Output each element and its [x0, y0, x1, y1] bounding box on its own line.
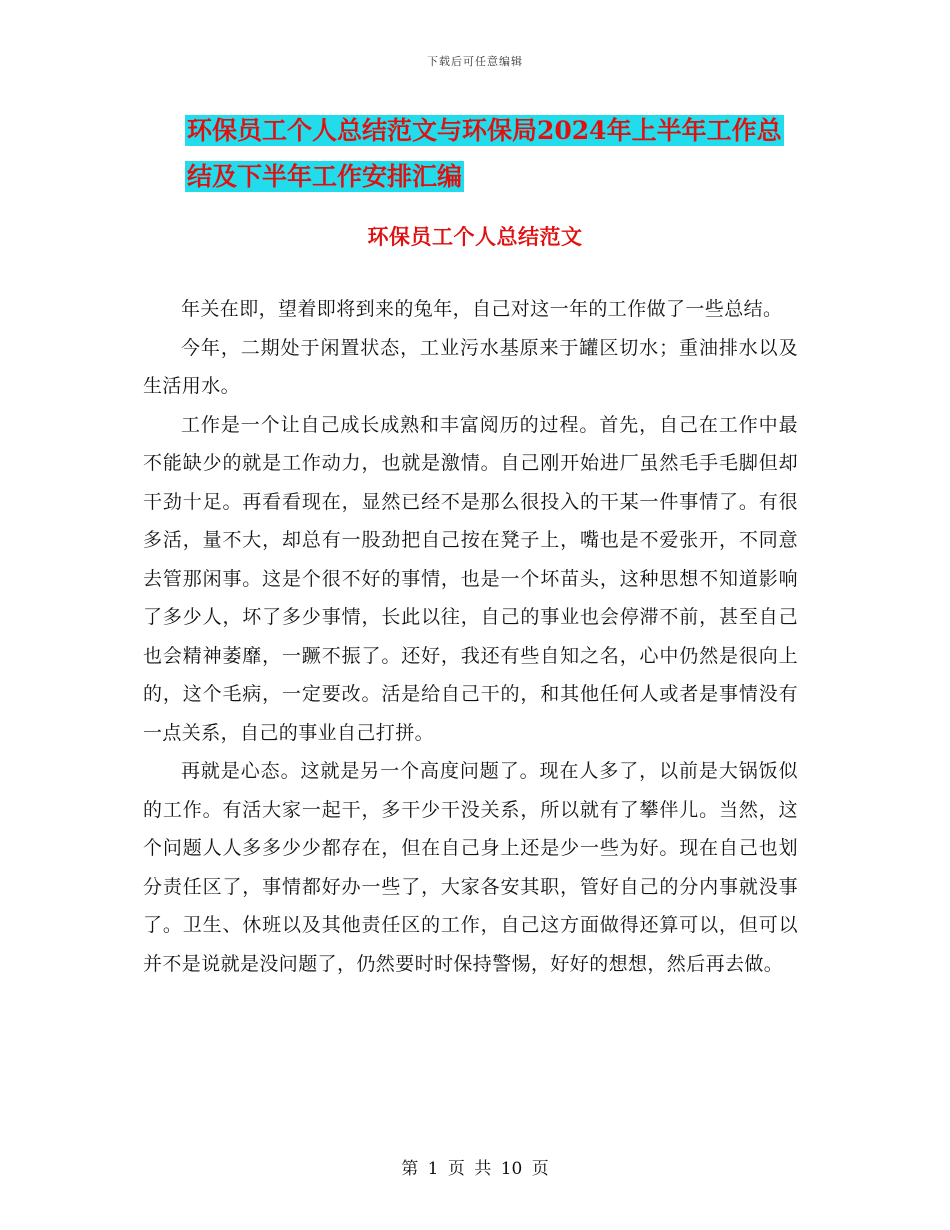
section-title: 环保员工个人总结范文	[367, 224, 583, 249]
body-text	[143, 290, 798, 983]
page-footer: 第 1 页 共 10 页	[401, 1159, 549, 1179]
title-highlight-2: 结及下半年工作安排汇编	[187, 162, 463, 191]
paragraph: 工作是一个让自己成长成熟和丰富阅历的过程。首先，自己在工作中最不能缺少的就是工作动力，也就是激情。自己刚开始进厂虽然毛手毛脚但却干劲十足。再看看现在，显然已经不是那么很投入的干某一件事情了。有很多活，量不大，却总有一股劲把自己按在凳子上，嘴也是不爱张开，不同意去管那闲事。这是个很不好的事情，也是一个坏苗头，这种思想不知道影响了多少人，坏了多少事情，长此以往，自己的事业也会停滞不前，甚至自己也会精神萎靡，一蹶不振了。还好，我还有些自知之名，心中仍然是很向上的，这个毛病，一定要改。活是给自己干的，和其他任何人或者是事情没有一点关系，自己的事业自己打拼。	[143, 413, 798, 744]
paragraph: 年关在即，望着即将到来的兔年，自己对这一年的工作做了一些总结。	[181, 298, 783, 320]
paragraph: 今年，二期处于闲置状态，工业污水基原来于罐区切水；重油排水以及生活用水。	[143, 336, 798, 397]
paragraph: 再就是心态。这就是另一个高度问题了。现在人多了，以前是大锅饭似的工作。有活大家一起干，多干少干没关系，所以就有了攀伴儿。当然，这个问题人人多多少少都存在，但在自己身上还是少一些为好。现在自己也划分责任区了，事情都好办一些了，大家各安其职，管好自己的分内事就没事了。卫生、休班以及其他责任区的工作，自己这方面做得还算可以，但可以并不是说就是没问题了，仍然要时时保持警惕，好好的想想，然后再去做。	[143, 760, 798, 975]
title-highlight-1: 环保员工个人总结范文与环保局2024年上半年工作总	[187, 116, 782, 145]
header-note: 下载后可任意编辑	[427, 55, 523, 68]
document-title-line-2	[185, 154, 815, 200]
document-title	[185, 108, 815, 200]
document-title-line-1	[185, 108, 815, 154]
